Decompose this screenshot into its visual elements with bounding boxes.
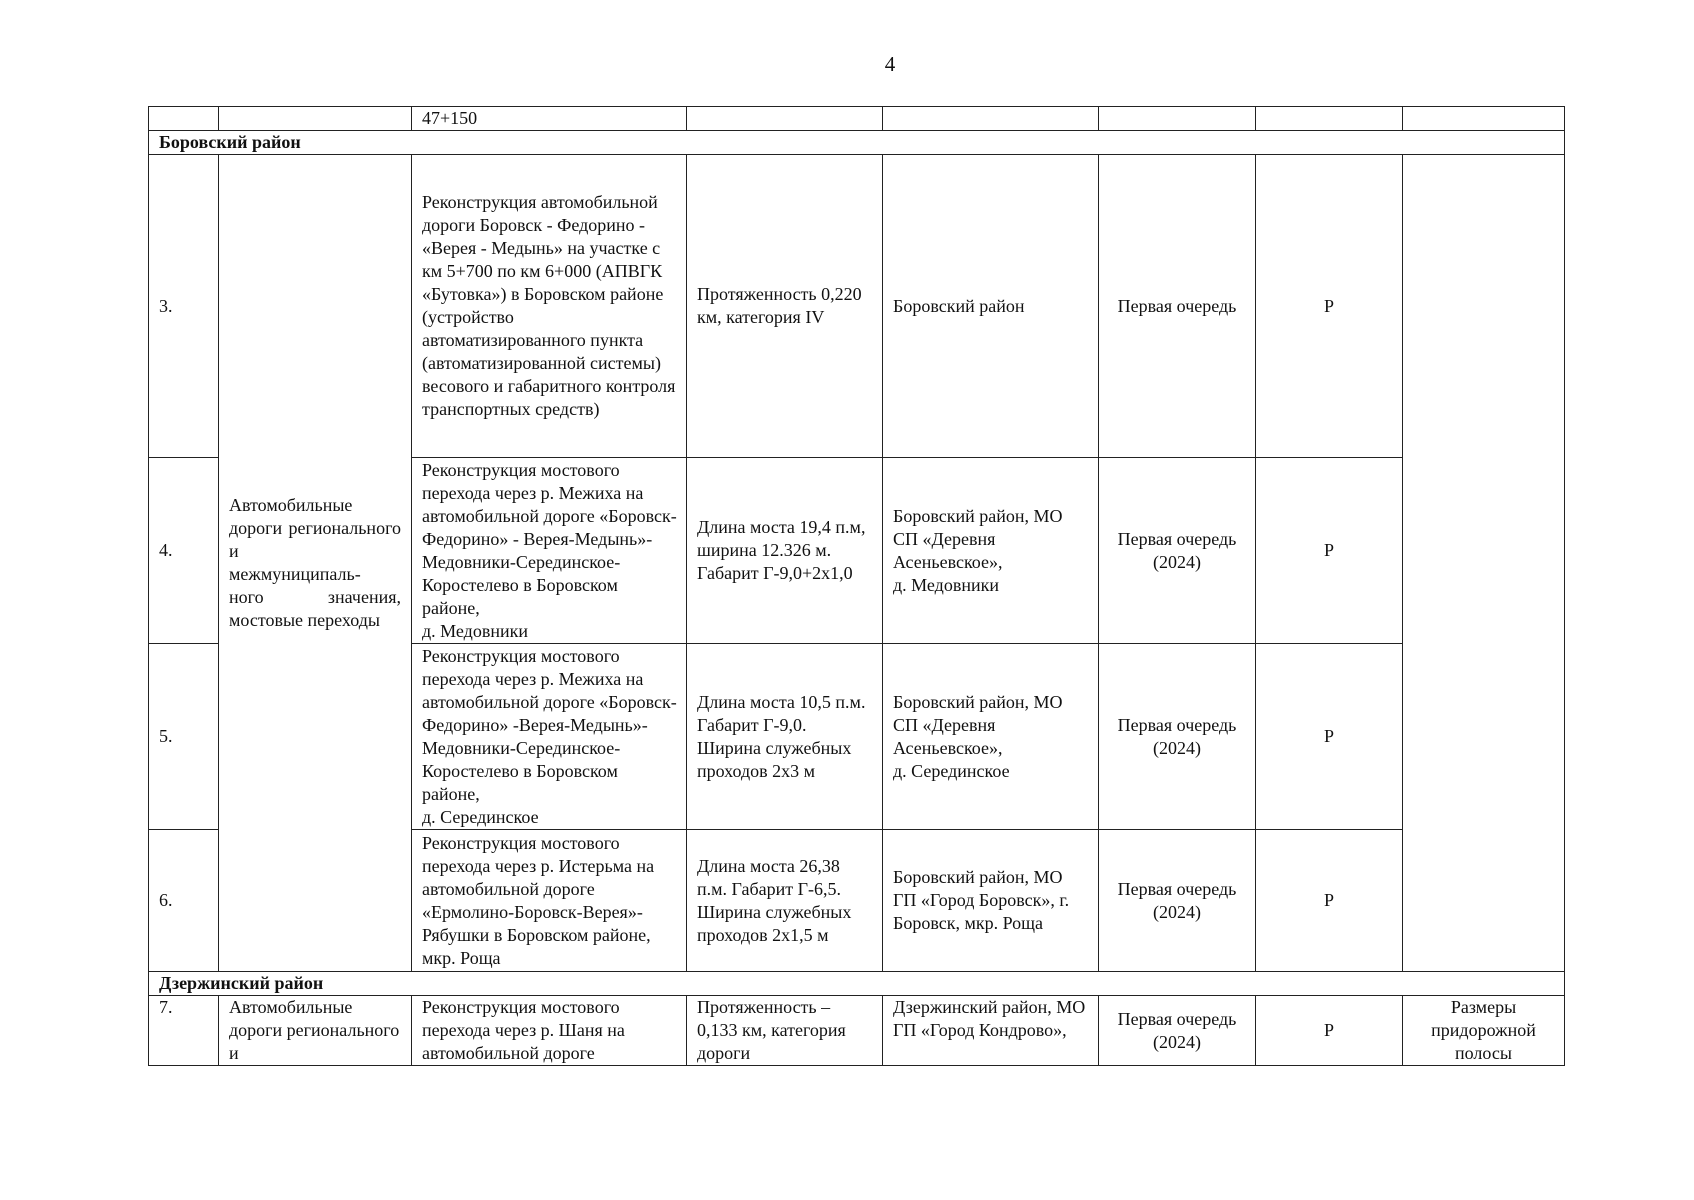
section-header-borovsk	[149, 131, 1565, 155]
section-title: Дзержинский район	[149, 972, 1565, 996]
page-number: 4	[884, 52, 896, 76]
cell-num: 4.	[149, 458, 219, 644]
cell-num: 6.	[149, 830, 219, 972]
table-row	[149, 996, 1565, 1066]
cell-location	[883, 458, 1099, 644]
cell-characteristics: Длина моста 19,4 п.м, ширина 12.326 м. Габарит Г-9,0+2х1,0	[687, 458, 883, 644]
section-title: Боровский район	[149, 131, 1565, 155]
cell-location: Боровский район, МО ГП «Город Боровск», г. Боровск, мкр. Роща	[883, 830, 1099, 972]
cell-location: Боровский район	[883, 155, 1099, 458]
cell-category	[219, 107, 412, 131]
location-text-last: д. Серединское	[893, 760, 1010, 781]
cell-num: 5.	[149, 644, 219, 830]
cell-object: Реконструкция автомобильной дороги Боровск - Федорино - «Верея - Медынь» на участке с км 5+700 по км 6+000 (АПВГК «Бутовка») в Боровском районе (устройство автоматизированного пункта (автоматизированной системы) весового и габаритного контроля транспортных средств)	[412, 155, 687, 458]
object-text: Реконструкция мостового перехода через р. Межиха на автомобильной дороге «Боровск-Федорино» -Верея-Медынь»-Медовники-Серединское-Коростелево в Боровском районе,	[422, 645, 677, 804]
cell-category: Автомобильные дороги регионального и	[219, 996, 412, 1066]
cell-num	[149, 107, 219, 131]
category-line: ного значения, мостовые переходы	[229, 587, 401, 630]
cell-level	[1256, 107, 1403, 131]
location-text-last: д. Медовники	[893, 574, 999, 595]
cell-location	[883, 107, 1099, 131]
cell-level: Р	[1256, 644, 1403, 830]
cell-characteristics: Протяженность – 0,133 км, категория дороги	[687, 996, 883, 1066]
cell-level: Р	[1256, 996, 1403, 1066]
object-text-last: д. Медовники	[422, 620, 528, 641]
cell-location: Дзержинский район, МО ГП «Город Кондрово»,	[883, 996, 1099, 1066]
cell-stage: Первая очередь (2024)	[1099, 830, 1256, 972]
cell-level: Р	[1256, 458, 1403, 644]
cell-object: 47+150	[412, 107, 687, 131]
cell-category-group	[219, 155, 412, 972]
cell-num: 7.	[149, 996, 219, 1066]
cell-object	[412, 458, 687, 644]
cell-stage	[1099, 107, 1256, 131]
cell-stage: Первая очередь (2024)	[1099, 996, 1256, 1066]
cell-stage: Первая очередь (2024)	[1099, 458, 1256, 644]
cell-object: Реконструкция мостового перехода через р. Шаня на автомобильной дороге	[412, 996, 687, 1066]
cell-object	[412, 644, 687, 830]
cell-characteristics: Длина моста 10,5 п.м. Габарит Г-9,0. Ширина служебных проходов 2х3 м	[687, 644, 883, 830]
table-row	[149, 155, 1565, 458]
cell-stage: Первая очередь	[1099, 155, 1256, 458]
cell-location	[883, 644, 1099, 830]
cell-level: Р	[1256, 830, 1403, 972]
table-row-continuation	[149, 107, 1565, 131]
cell-num: 3.	[149, 155, 219, 458]
planned-objects-table	[148, 106, 1565, 1066]
cell-characteristics: Длина моста 26,38 п.м. Габарит Г-6,5. Ширина служебных проходов 2х1,5 м	[687, 830, 883, 972]
cell-level: Р	[1256, 155, 1403, 458]
category-line: Автомобильные дороги регионального и	[229, 495, 401, 561]
category-line: межмуниципаль-	[229, 564, 361, 584]
object-text-last: д. Серединское	[422, 806, 539, 827]
cell-object: Реконструкция мостового перехода через р. Истерьма на автомобильной дороге «Ермолино-Боровск-Верея»-Рябушки в Боровском районе, мкр. Роща	[412, 830, 687, 972]
cell-note: Размеры придорожной полосы	[1403, 996, 1565, 1066]
cell-stage: Первая очередь (2024)	[1099, 644, 1256, 830]
location-text: Боровский район, МО СП «Деревня Асеньевское»,	[893, 691, 1063, 758]
cell-note-group	[1403, 155, 1565, 972]
cell-characteristics: Протяженность 0,220 км, категория IV	[687, 155, 883, 458]
object-text: Реконструкция мостового перехода через р. Межиха на автомобильной дороге «Боровск-Федорино» - Верея-Медынь»-Медовники-Серединское-Коростелево в Боровском районе,	[422, 459, 677, 618]
cell-note	[1403, 107, 1565, 131]
cell-characteristics	[687, 107, 883, 131]
location-text: Боровский район, МО СП «Деревня Асеньевское»,	[893, 505, 1063, 572]
section-header-dzerzhinsk	[149, 972, 1565, 996]
